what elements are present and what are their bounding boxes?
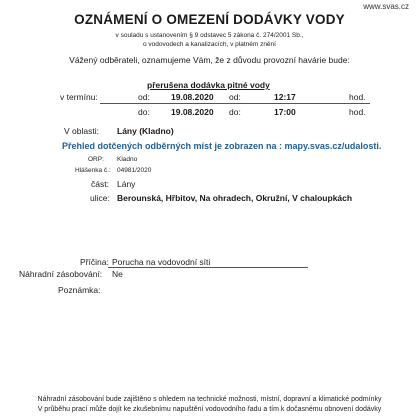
orp-label: ORP: [88,156,104,163]
cause-value: Porucha na vodovodní síti [112,257,211,267]
orp-value: Kladno [117,156,138,163]
schedule-row2-unit: hod. [349,107,366,117]
schedule-row2-to-label: do: [229,107,241,117]
schedule-row1-to-label: od: [229,92,241,102]
backup-supply-value: Ne [112,269,123,279]
legal-line-2: o vodovodech a kanalizacích, v platném znění [143,41,276,48]
part-label: část: [91,179,109,189]
page-title: OZNÁMENÍ O OMEZENÍ DODÁVKY VODY [74,12,345,27]
website-url: www.svas.cz [363,2,409,11]
greeting-text: Vážený odběrateli, oznamujeme Vám, že z důvodu provozní havárie bude: [69,55,350,65]
part-value: Lány [117,179,136,189]
backup-supply-label: Náhradní zásobování: [19,269,103,279]
case-number-label: Hlášenka č.: [75,167,111,174]
area-label: V oblasti: [64,126,99,136]
overview-link-text: Přehled dotčených odběrných míst je zobrazen na : mapy.svas.cz/udalosti. [62,141,382,151]
schedule-row1-time: 12:17 [274,92,296,102]
legal-line-1: v souladu s ustanovením § 9 odstavec 5 zákona č. 274/2001 Sb., [115,32,304,39]
area-value: Lány (Kladno) [117,126,174,136]
schedule-row1-unit: hod. [349,92,366,102]
street-value: Berounská, Hřbitov, Na ohradech, Okružní, V chaloupkách [117,193,353,203]
street-label: ulice: [90,193,110,203]
note-label: Poznámka: [58,285,101,295]
footer-line-2: V průběhu prací může dojít ke zkušebnímu napuštění vodovodního řadu a tím k dočasnému obnovení dodávky [37,406,382,413]
schedule-row1-date: 19.08.2020 [171,92,214,102]
footer-line-1: Náhradní zásobování bude zajištěno s ohledem na technické možnosti, místní, dopravní a klimatické podmínky [37,396,382,403]
schedule-row1-from-label: od: [138,92,150,102]
schedule-label: v termínu: [60,92,98,102]
cause-label: Příčina: [80,257,109,267]
schedule-row2-date: 19.08.2020 [171,107,214,117]
schedule-divider [100,103,370,104]
schedule-row2-time: 17:00 [274,107,296,117]
status-text: přerušena dodávka pitné vody [147,80,270,90]
schedule-row2-from-label: do: [138,107,150,117]
cause-underline [108,267,308,268]
case-number-value: 04981/2020 [117,167,152,174]
